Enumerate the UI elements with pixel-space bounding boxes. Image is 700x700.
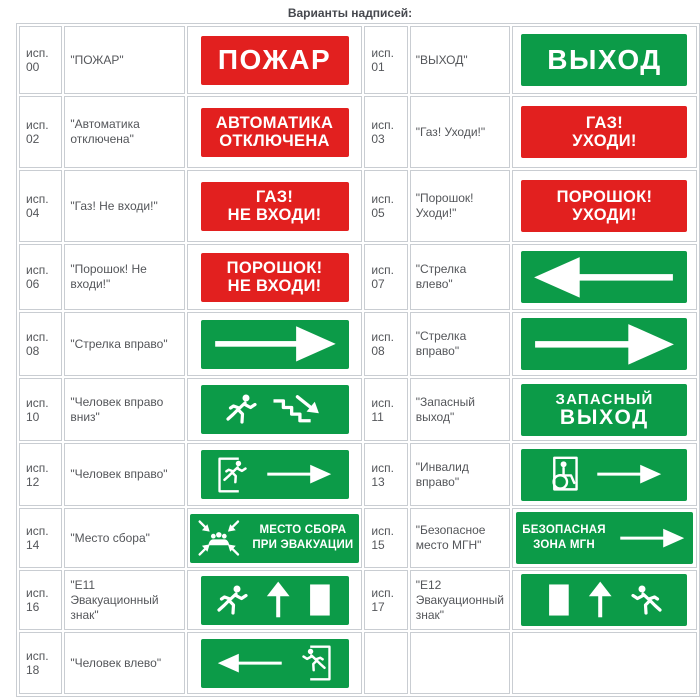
variant-sign-cell (187, 378, 363, 441)
sign-text-line: НЕ ВХОДИ! (227, 277, 322, 295)
arrow-right-icon (594, 462, 664, 486)
door-icon (545, 582, 573, 618)
variant-sign-cell (512, 508, 697, 568)
variant-desc-cell: "Стрелка вправо" (410, 312, 510, 376)
variant-desc-cell: "Человек вправо вниз" (64, 378, 184, 441)
sign-board (521, 106, 687, 158)
arrow-right-icon (264, 462, 334, 486)
sign-board (201, 320, 349, 369)
sign-text (227, 259, 323, 295)
arrow-right-icon (617, 526, 687, 550)
sign-text-line: УХОДИ! (572, 132, 637, 150)
variant-desc-cell: "Газ! Не входи!" (64, 170, 184, 242)
variant-sign-cell (512, 170, 697, 242)
table-row (19, 508, 697, 568)
sign-board (201, 576, 349, 625)
variant-sign-cell (512, 443, 697, 506)
sign-board (521, 449, 687, 501)
variant-sign-cell (187, 96, 363, 168)
sign-board (201, 253, 349, 302)
variant-desc-cell: "E11 Эвакуационный знак" (64, 570, 184, 630)
table-row (19, 26, 697, 94)
table-row (19, 96, 697, 168)
variant-num-cell: исп. 03 (364, 96, 407, 168)
table-row (19, 244, 697, 310)
variant-desc-cell: "Порошок! Не входи!" (64, 244, 184, 310)
variant-num-cell: исп. 00 (19, 26, 62, 94)
sign-board (201, 639, 349, 688)
variant-desc-cell: "Запасный выход" (410, 378, 510, 441)
table-row (19, 632, 697, 694)
arrow-up-icon (262, 580, 294, 620)
variant-desc-cell: "Порошок! Уходи!" (410, 170, 510, 242)
variant-sign-cell (512, 378, 697, 441)
variant-sign-cell (512, 96, 697, 168)
sign-text-line: ПОЖАР (217, 44, 332, 75)
variant-desc-cell: "ВЫХОД" (410, 26, 510, 94)
variant-desc-cell: "ПОЖАР" (64, 26, 184, 94)
sign-board (201, 450, 349, 499)
variant-desc-cell: "E12 Эвакуационный знак" (410, 570, 510, 630)
sign-board (201, 108, 349, 157)
sign-text-line: ПОРОШОК! (226, 258, 323, 277)
sign-text-line: НЕ ВХОДИ! (227, 206, 322, 224)
variant-num-cell: исп. 08 (19, 312, 62, 376)
variant-num-cell: исп. 11 (364, 378, 407, 441)
table-row (19, 570, 697, 630)
empty-cell (512, 632, 697, 694)
sign-text-line: ВЫХОД (559, 405, 650, 429)
sign-text (557, 188, 653, 224)
sign-text (547, 46, 661, 74)
sign-board (516, 512, 692, 564)
sign-board (521, 384, 687, 436)
arrow-right-icon (209, 321, 341, 367)
arrow-up-icon (584, 580, 616, 620)
variant-num-cell: исп. 16 (19, 570, 62, 630)
variant-num-cell: исп. 17 (364, 570, 407, 630)
sign-board (201, 182, 349, 231)
variant-num-cell: исп. 10 (19, 378, 62, 441)
sign-text-line: МЕСТО СБОРА (259, 524, 347, 537)
sign-text-line: ЗАПАСНЫЙ (555, 390, 654, 408)
wheelchair-door-icon (545, 455, 582, 494)
runner-right-icon (215, 584, 251, 617)
variant-sign-cell (187, 570, 363, 630)
sign-text (522, 523, 605, 553)
arrow-left-icon (528, 251, 680, 304)
sign-text (555, 392, 653, 428)
variant-sign-cell (187, 632, 363, 694)
variant-num-cell: исп. 02 (19, 96, 62, 168)
variant-num-cell: исп. 08 (364, 312, 407, 376)
variant-num-cell: исп. 13 (364, 443, 407, 506)
sign-text-line: ВЫХОД (547, 44, 662, 75)
empty-cell (364, 632, 407, 694)
variant-num-cell: исп. 15 (364, 508, 407, 568)
sign-board (521, 574, 687, 626)
variant-sign-cell (512, 26, 697, 94)
variant-sign-cell (187, 170, 363, 242)
table-row (19, 312, 697, 376)
variant-desc-cell: "Газ! Уходи!" (410, 96, 510, 168)
variant-sign-cell (187, 508, 363, 568)
variant-sign-cell (187, 312, 363, 376)
variant-sign-cell (512, 244, 697, 310)
exit-door-left-icon (296, 644, 334, 682)
table-row (19, 170, 697, 242)
sign-text (218, 46, 331, 74)
variant-num-cell: исп. 18 (19, 632, 62, 694)
variant-desc-cell: "Инвалид вправо" (410, 443, 510, 506)
variant-desc-cell: "Человек влево" (64, 632, 184, 694)
variant-sign-cell (187, 244, 363, 310)
stairs-down-icon (271, 391, 326, 429)
sign-text (572, 114, 636, 150)
sign-board (521, 251, 687, 303)
empty-cell (410, 632, 510, 694)
table-row (19, 378, 697, 441)
variant-num-cell: исп. 14 (19, 508, 62, 568)
sign-text-line: БЕЗОПАСНАЯ (522, 524, 606, 537)
variant-sign-cell (187, 26, 363, 94)
sign-board (201, 36, 349, 85)
variants-table (16, 23, 700, 697)
sign-text-line: ЗОНА МГН (533, 539, 595, 551)
variant-desc-cell: "Место сбора" (64, 508, 184, 568)
sign-text-line: ГАЗ! (255, 187, 294, 206)
assembly-point-icon (196, 517, 242, 559)
sign-board (521, 34, 687, 86)
variant-desc-cell: "Человек вправо" (64, 443, 184, 506)
sign-text-line: ГАЗ! (585, 113, 624, 132)
sign-board (521, 180, 687, 232)
variant-num-cell: исп. 04 (19, 170, 62, 242)
sign-board (521, 318, 687, 370)
sign-text (252, 523, 353, 553)
variant-num-cell: исп. 12 (19, 443, 62, 506)
variant-num-cell: исп. 06 (19, 244, 62, 310)
variant-desc-cell: "Безопасное место МГН" (410, 508, 510, 568)
door-icon (306, 582, 334, 618)
runner-right-icon (224, 393, 260, 426)
exit-door-right-icon (215, 456, 253, 494)
variant-desc-cell: "Автоматика отключена" (64, 96, 184, 168)
sign-text-line: УХОДИ! (572, 206, 637, 224)
variant-desc-cell: "Стрелка вправо" (64, 312, 184, 376)
variant-num-cell: исп. 01 (364, 26, 407, 94)
sign-board (190, 514, 360, 563)
variant-sign-cell (512, 312, 697, 376)
page-title: Варианты надписей: (287, 6, 413, 20)
variant-num-cell: исп. 05 (364, 170, 407, 242)
runner-left-icon (628, 584, 664, 617)
sign-text-line: ПОРОШОК! (556, 187, 653, 206)
sign-text (216, 114, 333, 150)
variant-sign-cell (512, 570, 697, 630)
sign-text-line: ОТКЛЮЧЕНА (219, 132, 330, 150)
sign-text-line: ПРИ ЭВАКУАЦИИ (252, 539, 354, 551)
sign-board (201, 385, 349, 434)
sign-text-line: АВТОМАТИКА (215, 113, 334, 132)
variant-num-cell: исп. 07 (364, 244, 407, 310)
sign-text (228, 188, 322, 224)
table-row (19, 443, 697, 506)
variant-sign-cell (187, 443, 363, 506)
arrow-right-icon (528, 318, 680, 371)
variant-desc-cell: "Стрелка влево" (410, 244, 510, 310)
arrow-left-icon (215, 651, 285, 675)
